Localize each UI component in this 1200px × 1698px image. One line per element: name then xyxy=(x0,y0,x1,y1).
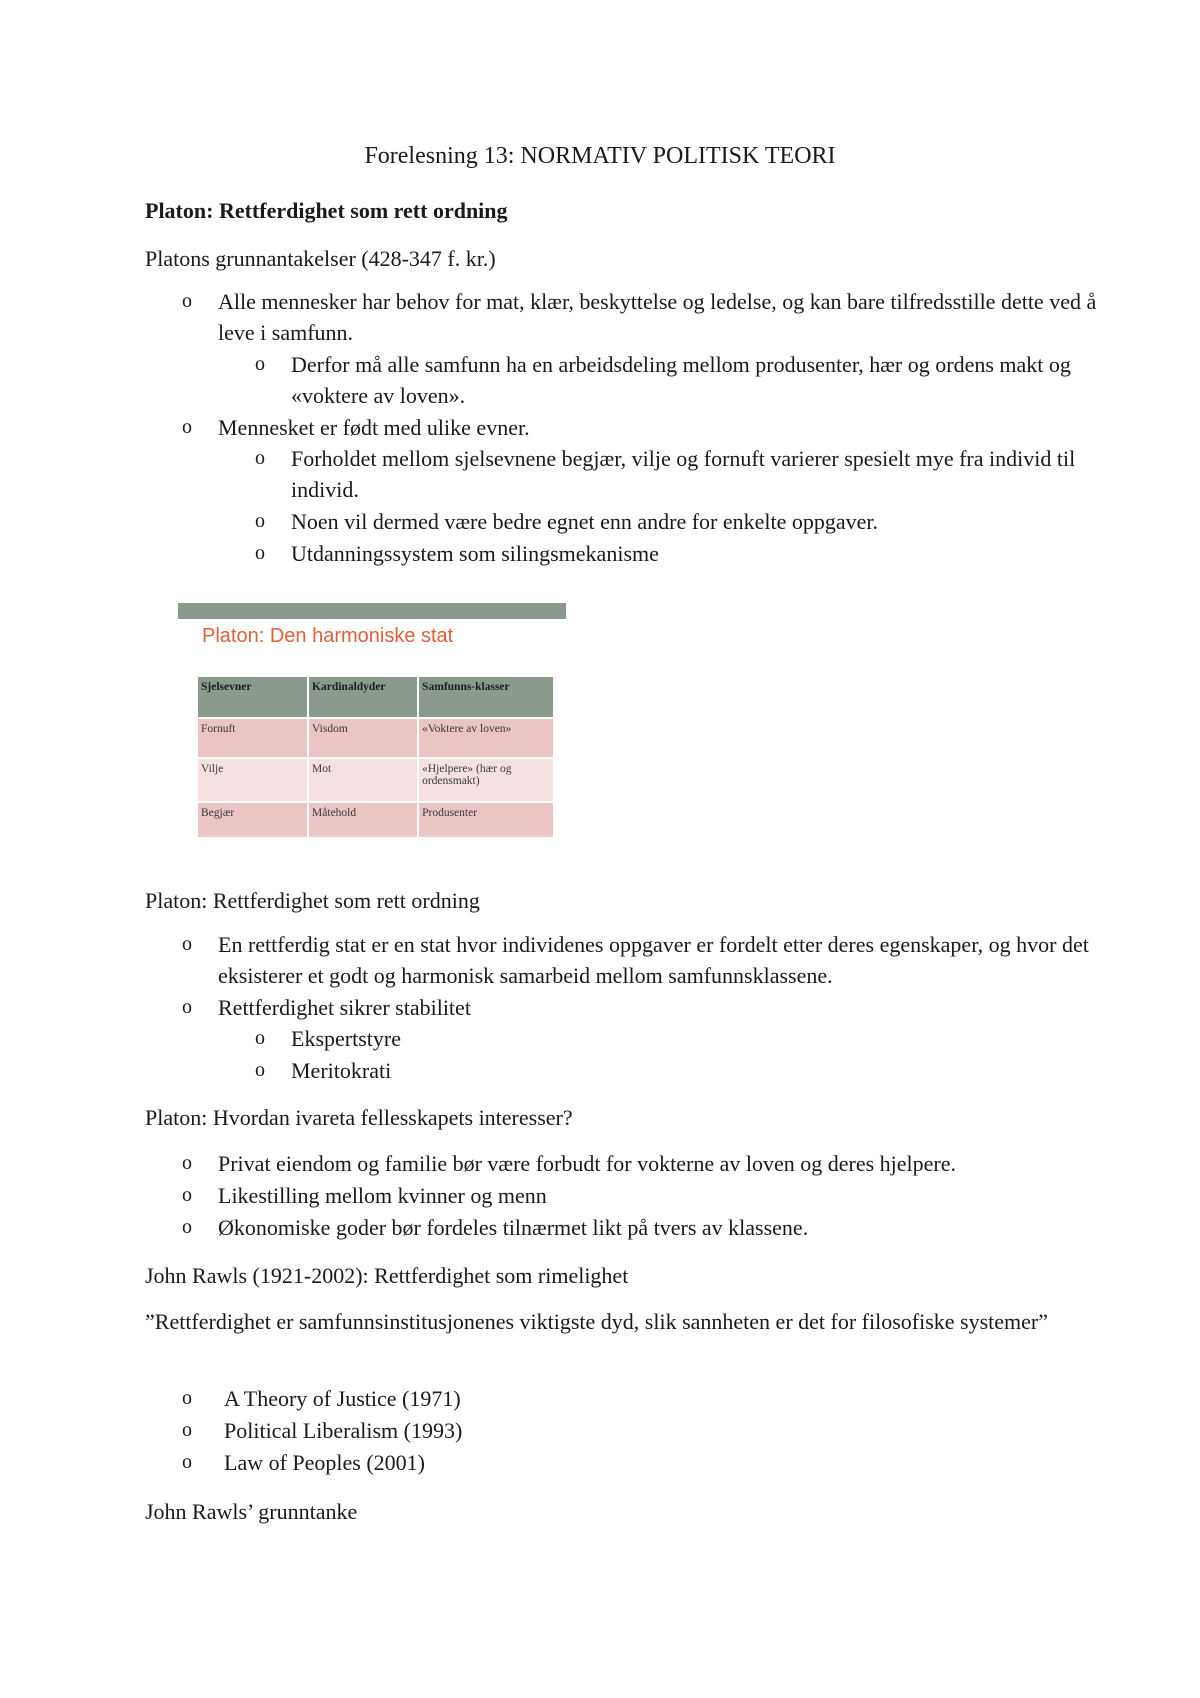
bullet-icon: o xyxy=(182,1184,192,1206)
bullet-icon: o xyxy=(182,1387,192,1409)
list-item: o Law of Peoples (2001) xyxy=(224,1447,1104,1478)
bullet-icon: o xyxy=(182,933,192,955)
list-item: o Political Liberalism (1993) xyxy=(224,1415,1104,1446)
bullet-icon: o xyxy=(255,542,265,564)
table-header-cell: Sjelsevner xyxy=(198,677,308,718)
section-heading: John Rawls (1921-2002): Rettferdighet som rimelighet xyxy=(145,1263,629,1288)
section-heading: Platon: Hvordan ivareta fellesskapets interesser? xyxy=(145,1105,573,1130)
list-item: o Alle mennesker har behov for mat, klær, beskyttelse og ledelse, og kan bare tilfredsstille dette ved å leve i samfunn. xyxy=(218,286,1098,348)
quote-paragraph: ”Rettferdighet er samfunnsinstitusjonenes viktigste dyd, slik sannheten er det for filosofiske systemer” xyxy=(145,1309,1049,1334)
embedded-slide-image xyxy=(178,603,566,833)
list-item: o Forholdet mellom sjelsevnene begjær, vilje og fornuft varierer spesielt mye fra individ til individ. xyxy=(291,443,1091,505)
bullet-icon: o xyxy=(182,1152,192,1174)
bullet-icon: o xyxy=(255,353,265,375)
table-cell: «Voktere av loven» xyxy=(418,718,553,758)
table-cell: Produsenter xyxy=(418,802,553,837)
bullet-icon: o xyxy=(182,416,192,438)
slide-title: Platon: Den harmoniske stat xyxy=(202,625,454,647)
list-item: o A Theory of Justice (1971) xyxy=(224,1383,1104,1414)
list-item: o Ekspertstyre xyxy=(291,1023,1091,1054)
table-row xyxy=(198,718,553,758)
page-title: Forelesning 13: NORMATIV POLITISK TEORI xyxy=(364,143,836,169)
bullet-icon: o xyxy=(255,1027,265,1049)
bullet-icon: o xyxy=(182,1216,192,1238)
list-item: o En rettferdig stat er en stat hvor individenes oppgaver er fordelt etter deres egenskaper, og hvor det eksisterer et godt og harmonisk samarbeid mellom samfunnsklassene. xyxy=(218,929,1098,991)
table-cell: «Hjelpere» (hær og ordensmakt) xyxy=(418,758,553,802)
slide-header-bar xyxy=(178,603,566,619)
table-cell: Måtehold xyxy=(308,802,418,837)
bullet-icon: o xyxy=(255,510,265,532)
table-cell: Mot xyxy=(308,758,418,802)
table-header-cell: Samfunns-klasser xyxy=(418,677,553,718)
list-item: o Likestilling mellom kvinner og menn xyxy=(218,1180,1098,1211)
bullet-icon: o xyxy=(182,290,192,312)
list-item: o Mennesket er født med ulike evner. xyxy=(218,412,1098,443)
slide-table xyxy=(198,677,553,837)
bullet-icon: o xyxy=(255,447,265,469)
list-item: o Rettferdighet sikrer stabilitet xyxy=(218,992,1098,1023)
list-item: o Derfor må alle samfunn ha en arbeidsdeling mellom produsenter, hær og ordens makt og «voktere av loven». xyxy=(291,349,1091,411)
table-row xyxy=(198,758,553,802)
bullet-icon: o xyxy=(255,1059,265,1081)
table-row xyxy=(198,802,553,837)
bullet-icon: o xyxy=(182,996,192,1018)
table-cell: Begjær xyxy=(198,802,308,837)
paragraph: Platons grunnantakelser (428-347 f. kr.) xyxy=(145,246,496,271)
table-header-cell: Kardinaldyder xyxy=(308,677,418,718)
table-cell: Vilje xyxy=(198,758,308,802)
table-header-row xyxy=(198,677,553,718)
table-cell: Fornuft xyxy=(198,718,308,758)
section-heading: John Rawls’ grunntanke xyxy=(145,1499,358,1524)
section-heading: Platon: Rettferdighet som rett ordning xyxy=(145,198,508,223)
table-cell: Visdom xyxy=(308,718,418,758)
bullet-icon: o xyxy=(182,1419,192,1441)
list-item: o Meritokrati xyxy=(291,1055,1091,1086)
list-item: o Utdanningssystem som silingsmekanisme xyxy=(291,538,1091,569)
bullet-icon: o xyxy=(182,1451,192,1473)
list-item: o Noen vil dermed være bedre egnet enn andre for enkelte oppgaver. xyxy=(291,506,1091,537)
section-heading: Platon: Rettferdighet som rett ordning xyxy=(145,888,480,913)
list-item: o Privat eiendom og familie bør være forbudt for vokterne av loven og deres hjelpere. xyxy=(218,1148,1098,1179)
list-item: o Økonomiske goder bør fordeles tilnærmet likt på tvers av klassene. xyxy=(218,1212,1098,1243)
